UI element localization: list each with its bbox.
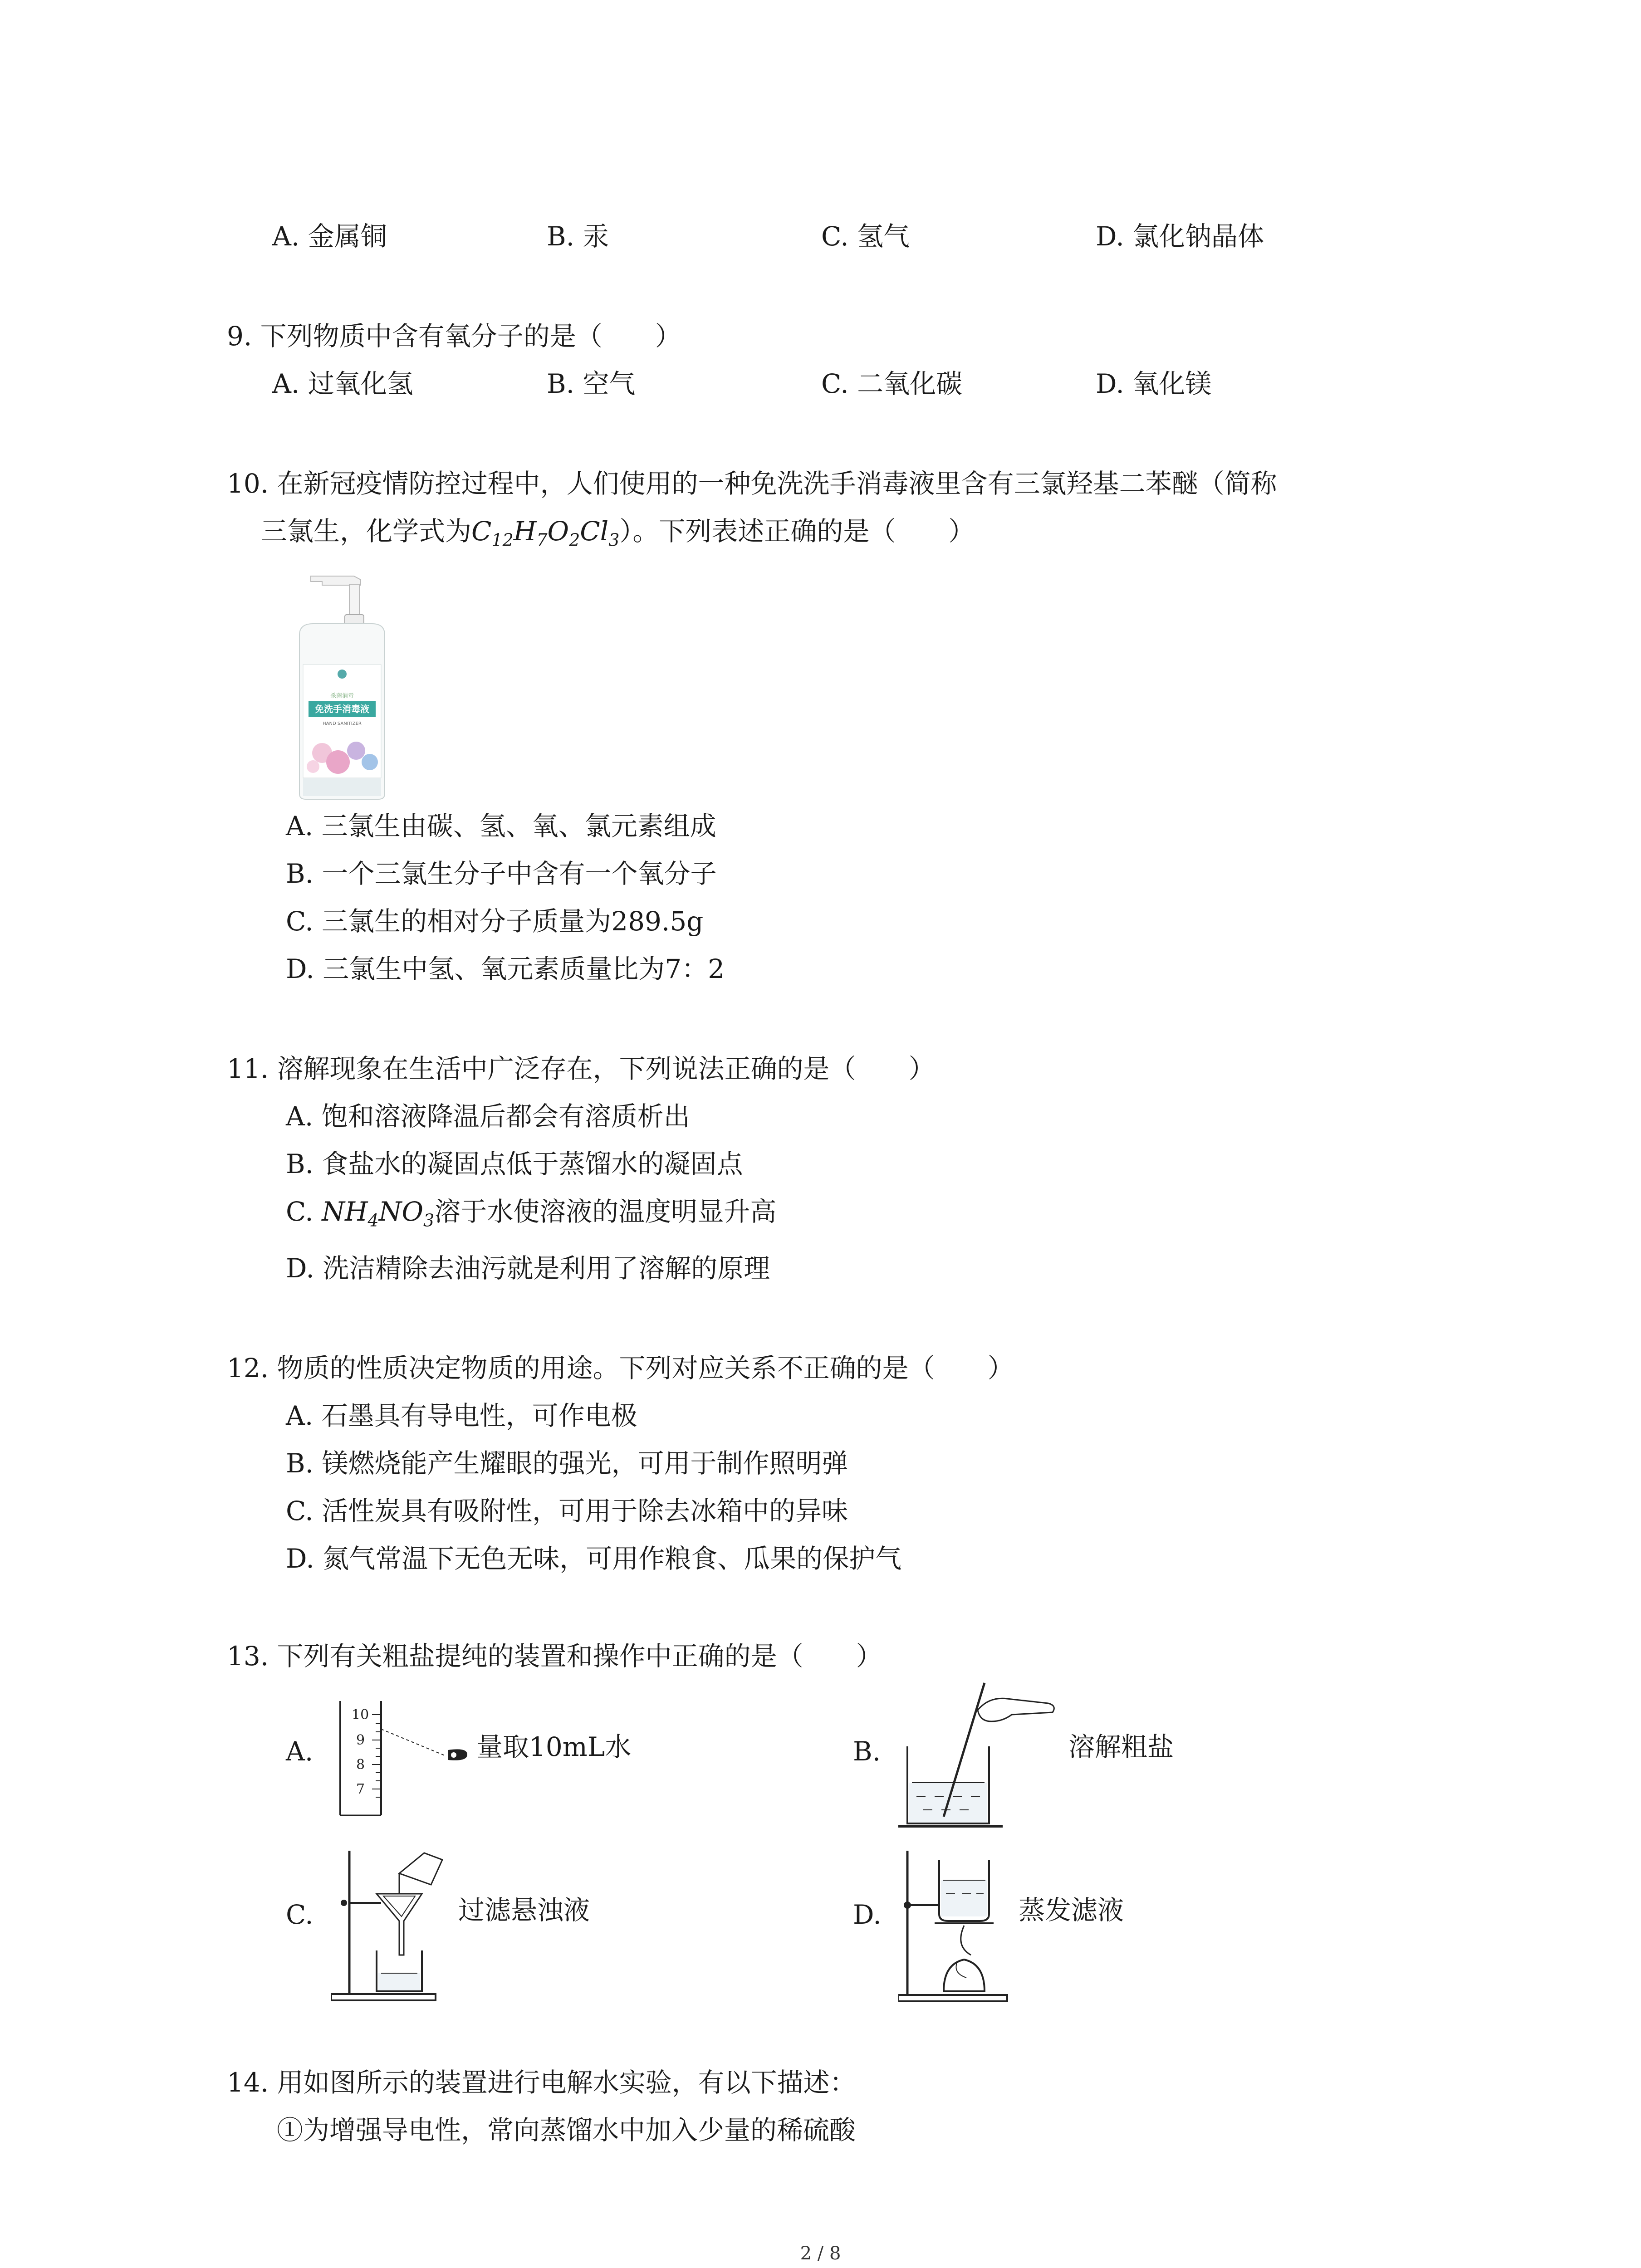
- q10-formula: $C_{12}H_7O_2Cl_3$: [471, 516, 620, 550]
- page-number: 2 / 8: [800, 2243, 841, 2264]
- q13-d-letter: D.: [853, 1899, 882, 1930]
- q9-option-c: C. 二氧化碳: [821, 368, 963, 399]
- cylinder-tick-9: 9: [356, 1732, 365, 1748]
- q10-stem-pre: 三氯生，化学式为: [261, 516, 472, 547]
- q11-option-d: D. 洗洁精除去油污就是利用了溶解的原理: [286, 1253, 770, 1284]
- q10-stem-line1: 10. 在新冠疫情防控过程中，人们使用的一种免洗洗手消毒液里含有三氯羟基二苯醚（简称: [227, 468, 1277, 499]
- q10-stem-post: ）。下列表述正确的是（ ）: [619, 516, 975, 547]
- q13-d-caption: 蒸发滤液: [1019, 1895, 1124, 1926]
- cylinder-tick-7: 7: [356, 1781, 365, 1797]
- q13-stem: 13. 下列有关粗盐提纯的装置和操作中正确的是（ ）: [227, 1641, 882, 1672]
- cylinder-tick-8: 8: [356, 1757, 365, 1773]
- q10-option-c: C. 三氯生的相对分子质量为289.5g: [286, 906, 704, 937]
- sanitizer-bottle-image: [281, 567, 390, 803]
- q11-option-a: A. 饱和溶液降温后都会有溶质析出: [286, 1101, 690, 1132]
- q12-stem: 12. 物质的性质决定物质的用途。下列对应关系不正确的是（ ）: [227, 1353, 1014, 1383]
- bottle-label-sub: HAND SANITIZER: [323, 721, 362, 726]
- beaker-stirring-figure: [898, 1678, 1066, 1837]
- q8-option-c: C. 氢气: [821, 221, 910, 252]
- q10-stem-line2: [261, 515, 975, 557]
- q10-option-b: B. 一个三氯生分子中含有一个氧分子: [286, 858, 717, 889]
- q9-stem: 9. 下列物质中含有氧分子的是（ ）: [227, 321, 681, 352]
- q9-option-a: A. 过氧化氢: [272, 368, 413, 399]
- q12-option-a: A. 石墨具有导电性，可作电极: [286, 1400, 637, 1431]
- graduated-cylinder-figure: [331, 1696, 481, 1819]
- q9-option-b: B. 空气: [547, 368, 636, 399]
- filtration-figure: [331, 1842, 463, 2005]
- q11-option-b: B. 食盐水的凝固点低于蒸馏水的凝固点: [286, 1149, 743, 1179]
- bottle-label-main: 免洗手消毒液: [315, 704, 369, 714]
- q13-c-caption: 过滤悬浊液: [458, 1895, 590, 1926]
- q12-option-b: B. 镁燃烧能产生耀眼的强光，可用于制作照明弹: [286, 1448, 848, 1479]
- q13-a-letter: A.: [286, 1736, 314, 1767]
- q11-option-c: C. $NH_4NO_3$溶于水使溶液的温度明显升高: [286, 1196, 777, 1231]
- q13-b-letter: B.: [853, 1736, 881, 1767]
- q8-option-b: B. 汞: [547, 221, 609, 252]
- q11-stem: 11. 溶解现象在生活中广泛存在，下列说法正确的是（ ）: [227, 1053, 935, 1084]
- evaporation-figure: [898, 1842, 1016, 2005]
- q13-b-caption: 溶解粗盐: [1068, 1731, 1174, 1762]
- q9-option-d: D. 氧化镁: [1096, 368, 1212, 399]
- cylinder-tick-10: 10: [352, 1707, 369, 1723]
- q12-option-c: C. 活性炭具有吸附性，可用于除去冰箱中的异味: [286, 1496, 848, 1526]
- q14-stem: 14. 用如图所示的装置进行电解水实验，有以下描述：: [227, 2067, 856, 2098]
- bottle-label-top: 杀菌消毒: [330, 693, 354, 699]
- q13-c-letter: C.: [286, 1899, 314, 1930]
- q13-a-caption: 量取10mL水: [476, 1731, 632, 1762]
- q8-option-d: D. 氯化钠晶体: [1096, 221, 1264, 252]
- q14-item-1: ①为增强导电性，常向蒸馏水中加入少量的稀硫酸: [277, 2115, 856, 2146]
- q10-option-a: A. 三氯生由碳、氢、氧、氯元素组成: [286, 811, 716, 841]
- q12-option-d: D. 氮气常温下无色无味，可用作粮食、瓜果的保护气: [286, 1543, 902, 1574]
- q8-option-a: A. 金属铜: [272, 221, 387, 252]
- q10-option-d: D. 三氯生中氢、氧元素质量比为7：2: [286, 953, 725, 984]
